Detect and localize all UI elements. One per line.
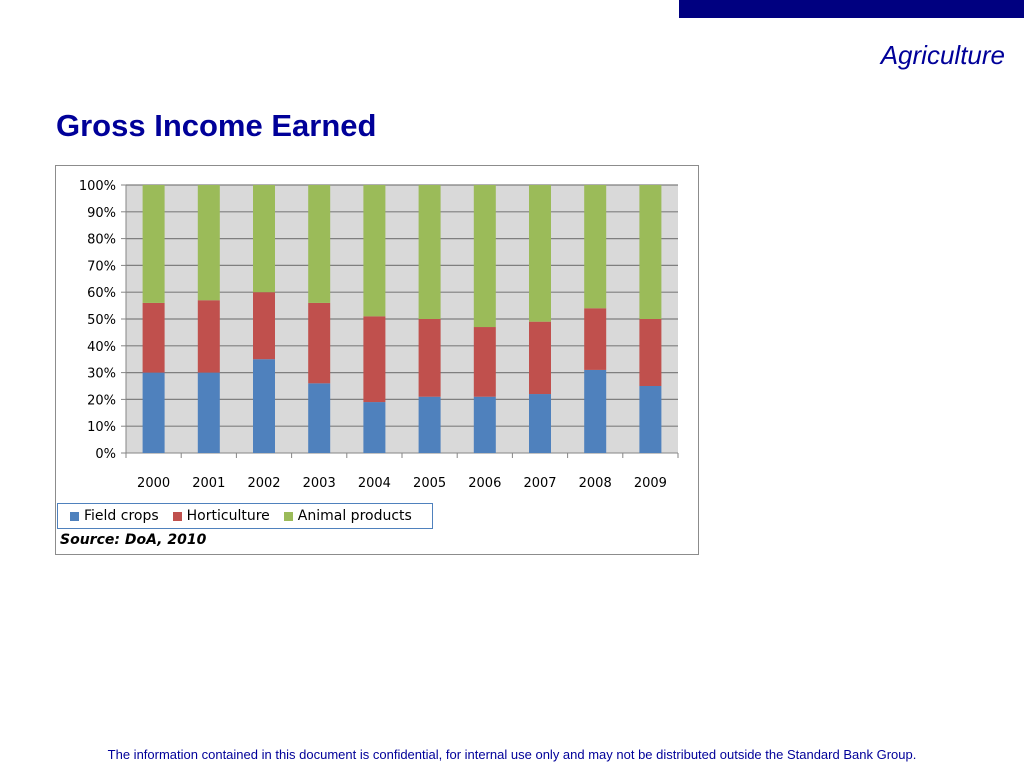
y-tick-label: 50%	[87, 313, 116, 328]
bar-animal-products-2008	[584, 185, 606, 308]
bar-field-crops-2000	[143, 373, 165, 453]
y-tick-label: 100%	[78, 179, 116, 194]
x-tick-label: 2001	[192, 476, 226, 491]
bar-horticulture-2008	[584, 308, 606, 370]
legend-swatch-horticulture	[173, 512, 182, 521]
y-tick-label: 90%	[87, 205, 116, 221]
y-tick-label: 60%	[87, 286, 116, 302]
y-tick-label: 10%	[87, 420, 116, 436]
bar-animal-products-2007	[529, 185, 551, 322]
confidentiality-footer: The information contained in this document is confidential, for internal use only and may not be distributed outside the Standard Bank Group.	[107, 747, 917, 762]
bar-field-crops-2003	[308, 383, 330, 453]
legend-label-field-crops: Field crops	[84, 508, 159, 524]
x-tick-label: 2008	[578, 476, 612, 491]
x-tick-label: 2004	[357, 476, 391, 491]
bar-horticulture-2007	[529, 322, 551, 394]
y-tick-label: 20%	[87, 393, 116, 409]
bar-horticulture-2000	[143, 303, 165, 373]
bar-field-crops-2009	[639, 386, 661, 453]
bar-horticulture-2009	[639, 319, 661, 386]
bar-animal-products-2009	[639, 185, 661, 319]
legend-item-animal-products	[284, 508, 412, 524]
bar-animal-products-2000	[143, 185, 165, 303]
bar-field-crops-2006	[474, 397, 496, 453]
x-tick-label: 2009	[633, 476, 667, 491]
y-tick-label: 70%	[87, 259, 116, 275]
x-tick-label: 2002	[247, 476, 281, 491]
page-title: Gross Income Earned	[56, 108, 377, 143]
x-tick-label: 2007	[523, 476, 557, 491]
bar-field-crops-2007	[529, 394, 551, 453]
bar-animal-products-2002	[253, 185, 275, 292]
top-accent-bar	[679, 0, 1024, 18]
legend-item-horticulture	[173, 508, 270, 524]
bar-animal-products-2001	[198, 185, 220, 300]
bar-animal-products-2003	[308, 185, 330, 303]
x-tick-label: 2003	[302, 476, 336, 491]
x-tick-label: 2000	[137, 476, 171, 491]
y-tick-label: 0%	[95, 447, 116, 462]
bar-horticulture-2004	[363, 316, 385, 402]
legend-item-field-crops	[70, 508, 159, 524]
bar-field-crops-2005	[419, 397, 441, 453]
y-tick-label: 80%	[87, 232, 116, 248]
bar-animal-products-2006	[474, 185, 496, 327]
section-label: Agriculture	[880, 40, 1005, 70]
bar-field-crops-2008	[584, 370, 606, 453]
legend-label-horticulture: Horticulture	[186, 508, 270, 524]
bar-field-crops-2004	[363, 402, 385, 453]
bar-horticulture-2002	[253, 292, 275, 359]
y-tick-label: 40%	[87, 339, 116, 355]
bar-field-crops-2001	[198, 373, 220, 453]
legend-swatch-animal-products	[284, 512, 293, 521]
bar-horticulture-2005	[419, 319, 441, 397]
bar-horticulture-2001	[198, 300, 220, 372]
chart-frame	[55, 165, 699, 555]
stacked-bar-chart	[56, 166, 698, 501]
x-tick-label: 2006	[468, 476, 502, 491]
legend-swatch-field-crops	[70, 512, 79, 521]
bar-field-crops-2002	[253, 359, 275, 453]
y-tick-label: 30%	[87, 366, 116, 382]
bar-horticulture-2006	[474, 327, 496, 397]
x-tick-label: 2005	[413, 476, 447, 491]
legend-label-animal-products: Animal products	[297, 508, 412, 524]
chart-legend	[57, 503, 433, 529]
source-note: Source: DoA, 2010	[60, 532, 207, 548]
bar-animal-products-2005	[419, 185, 441, 319]
bar-horticulture-2003	[308, 303, 330, 383]
bar-animal-products-2004	[363, 185, 385, 316]
